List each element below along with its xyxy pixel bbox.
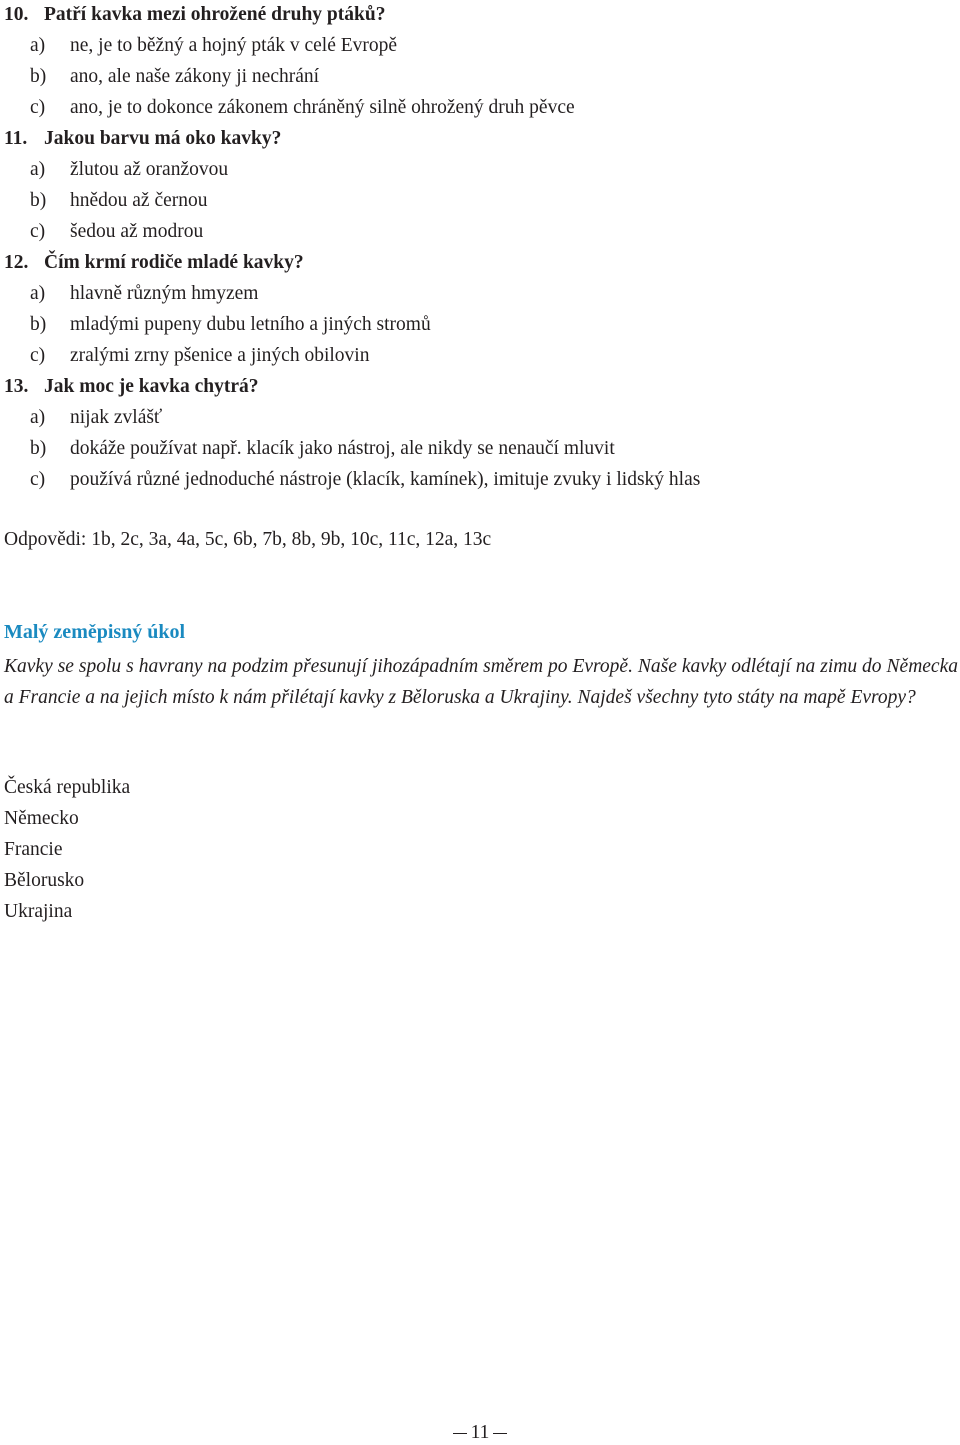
option-12a <box>4 282 258 306</box>
option-13a <box>4 406 162 430</box>
option-12b <box>4 313 431 337</box>
option-letter: b) <box>30 190 47 211</box>
option-13b <box>4 437 615 461</box>
option-text: zralými zrny pšenice a jiných obilovin <box>70 345 370 366</box>
question-text: Čím krmí rodiče mladé kavky? <box>44 252 304 273</box>
country-item: Bělorusko <box>4 870 85 891</box>
option-text: žlutou až oranžovou <box>70 159 229 180</box>
answers-line: Odpovědi: 1b, 2c, 3a, 4a, 5c, 6b, 7b, 8b, 9b, 10c, 11c, 12a, 13c <box>4 529 492 550</box>
option-text: ano, ale naše zákony ji nechrání <box>70 66 320 87</box>
option-letter: c) <box>30 221 46 242</box>
question-13 <box>4 375 258 399</box>
page-number-dash-right <box>493 1433 507 1434</box>
option-text: šedou až modrou <box>70 221 204 242</box>
question-number: 11. <box>4 128 28 149</box>
question-text: Jak moc je kavka chytrá? <box>44 376 259 397</box>
option-10b <box>4 65 319 89</box>
option-12c <box>4 344 369 368</box>
option-10a <box>4 34 397 58</box>
option-text: hlavně různým hmyzem <box>70 283 259 304</box>
option-text: používá různé jednoduché nástroje (klacík, kamínek), imituje zvuky i lidský hlas <box>70 469 701 490</box>
option-letter: c) <box>30 97 46 118</box>
option-letter: a) <box>30 159 46 180</box>
option-letter: b) <box>30 66 47 87</box>
page-number-dash-left <box>453 1433 467 1434</box>
option-text: hnědou až černou <box>70 190 208 211</box>
option-text: nijak zvlášť <box>70 407 163 428</box>
question-11 <box>4 127 281 151</box>
option-letter: b) <box>30 438 47 459</box>
option-13c <box>4 468 700 492</box>
question-number: 12. <box>4 252 29 273</box>
option-letter: c) <box>30 469 46 490</box>
question-text: Jakou barvu má oko kavky? <box>44 128 282 149</box>
country-item: Ukrajina <box>4 901 73 922</box>
option-11c <box>4 220 203 244</box>
option-letter: a) <box>30 35 46 56</box>
option-10c <box>4 96 575 120</box>
option-text: ano, je to dokonce zákonem chráněný silně ohrožený druh pěvce <box>70 97 575 118</box>
option-text: dokáže používat např. klacík jako nástroj, ale nikdy se nenaučí mluvit <box>70 438 615 459</box>
page-number <box>440 1421 520 1445</box>
task-title: Malý zeměpisný úkol <box>4 621 186 643</box>
option-text: ne, je to běžný a hojný pták v celé Evropě <box>70 35 398 56</box>
option-letter: a) <box>30 407 46 428</box>
question-text: Patří kavka mezi ohrožené druhy ptáků? <box>44 4 386 25</box>
task-text: Kavky se spolu s havrany na podzim přesunují jihozápadním směrem po Evropě. Naše kavky odlétají na zimu do Německa a Francie a na jejich místo k nám přilétají kavky z Běloruska a Ukrajiny. Najdeš všechny tyto státy na mapě Evropy? <box>4 656 958 708</box>
option-11b <box>4 189 208 213</box>
option-letter: b) <box>30 314 47 335</box>
country-item: Francie <box>4 839 63 860</box>
country-item: Německo <box>4 808 79 829</box>
question-number: 13. <box>4 376 29 397</box>
question-number: 10. <box>4 4 29 25</box>
option-text: mladými pupeny dubu letního a jiných stromů <box>70 314 431 335</box>
option-11a <box>4 158 228 182</box>
option-letter: a) <box>30 283 46 304</box>
country-item: Česká republika <box>4 777 131 798</box>
option-letter: c) <box>30 345 46 366</box>
question-10 <box>4 3 385 27</box>
question-12 <box>4 251 304 275</box>
page-number-value: 11 <box>470 1422 490 1443</box>
